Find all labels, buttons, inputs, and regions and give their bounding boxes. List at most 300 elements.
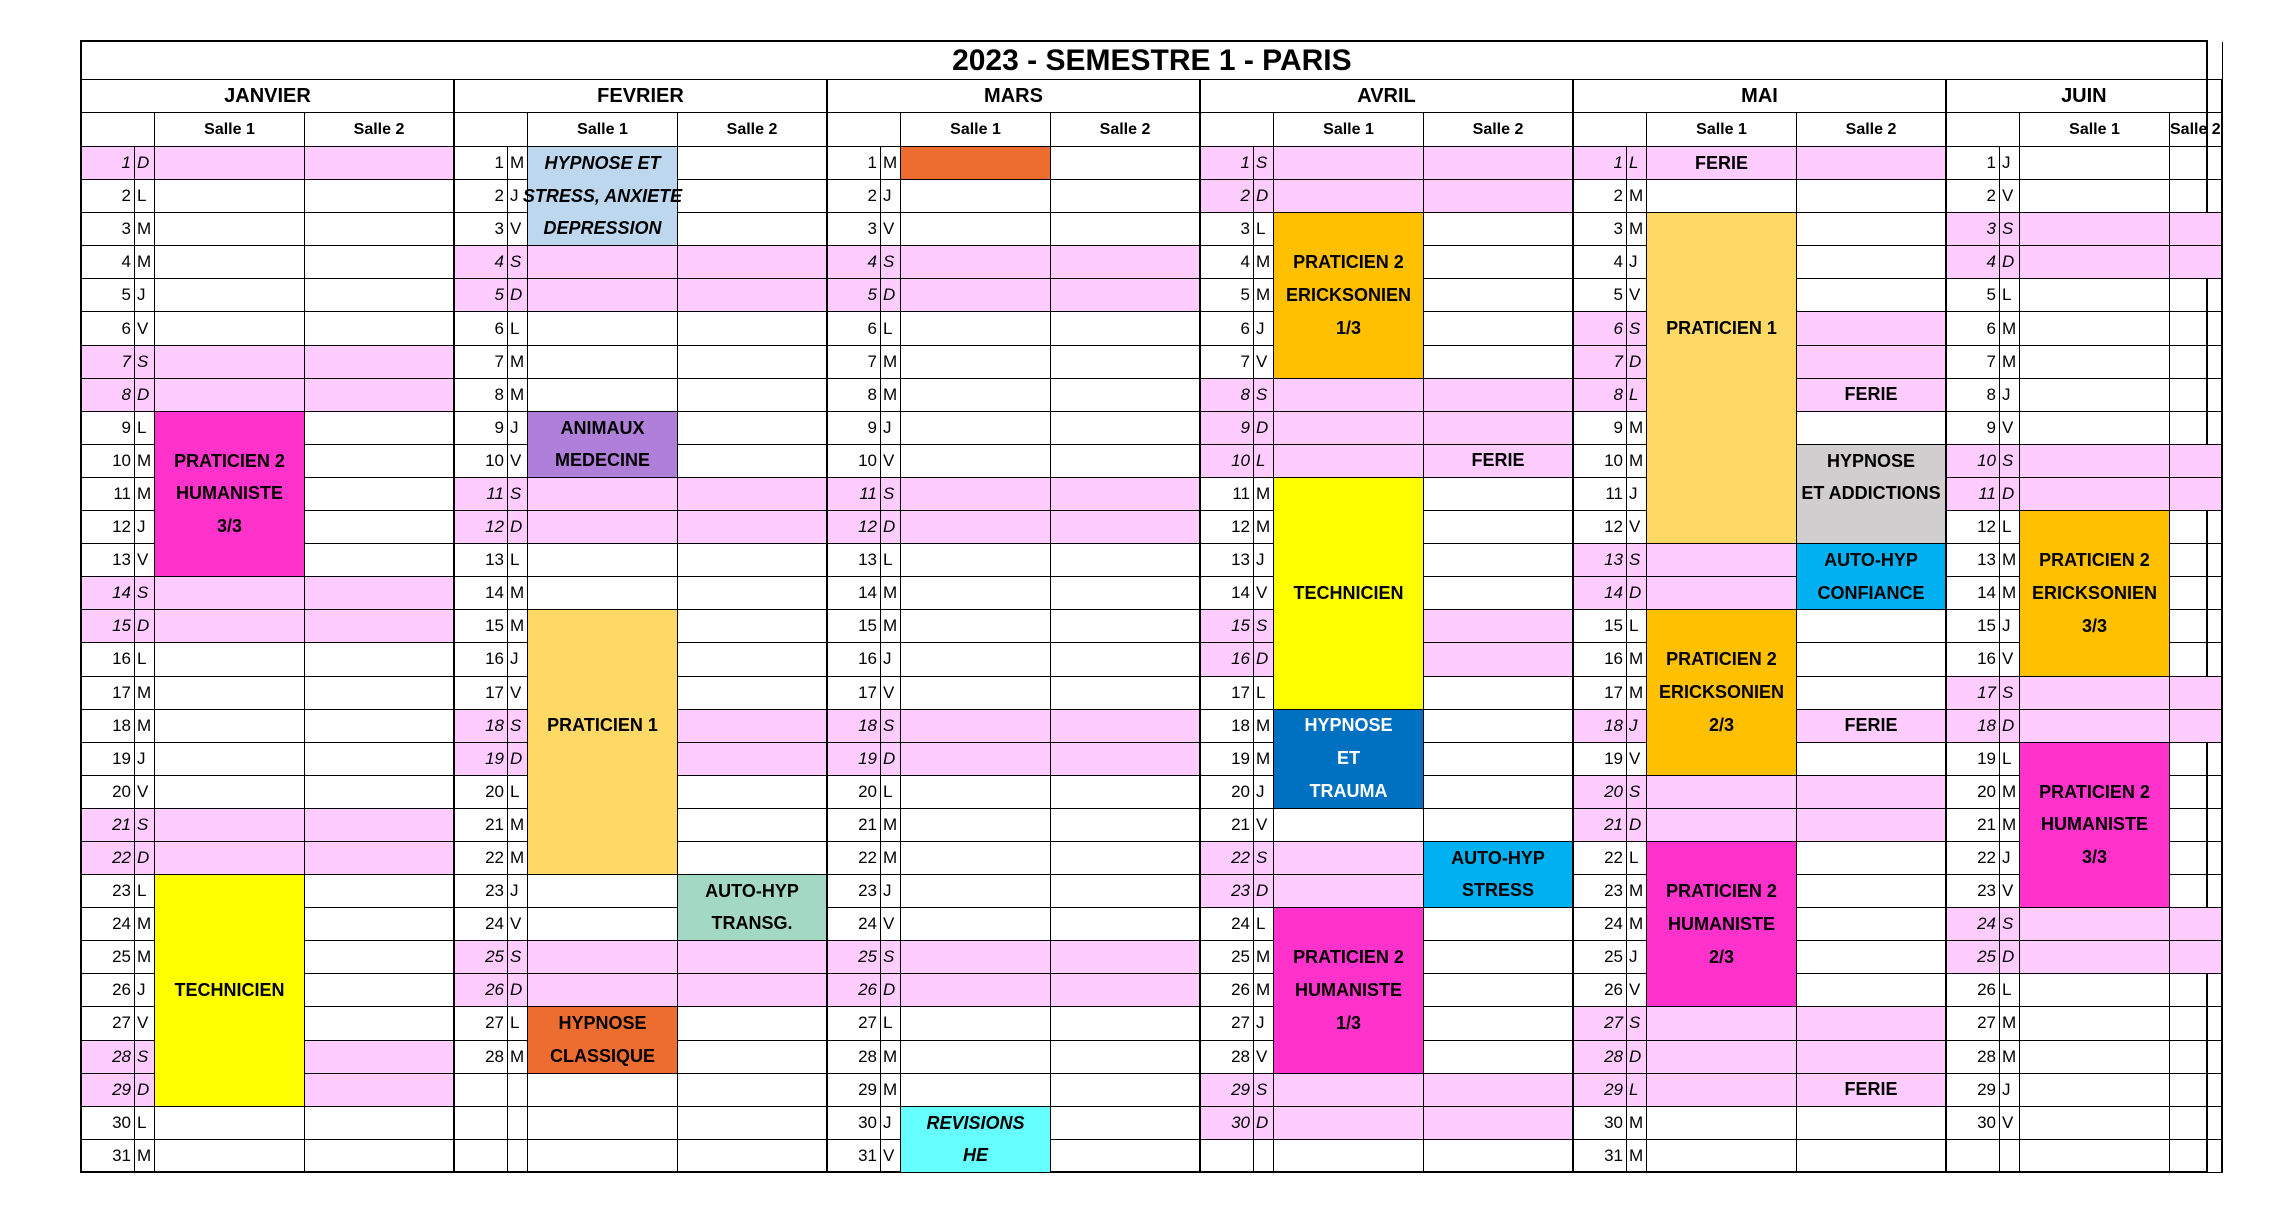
- salle-2-cell[interactable]: [1051, 445, 1201, 478]
- salle-2-cell[interactable]: [1797, 279, 1947, 312]
- event-block[interactable]: [155, 875, 305, 1107]
- salle-1-cell[interactable]: [528, 478, 678, 511]
- salle-2-cell[interactable]: [1051, 908, 1201, 941]
- salle-2-cell[interactable]: [2170, 478, 2223, 511]
- salle-1-cell[interactable]: [2020, 1140, 2170, 1173]
- salle-2-cell[interactable]: [305, 974, 455, 1007]
- salle-1-cell[interactable]: [1647, 776, 1797, 809]
- salle-1-cell[interactable]: [1647, 544, 1797, 577]
- salle-2-cell[interactable]: [305, 246, 455, 279]
- salle-2-cell[interactable]: [1797, 1140, 1947, 1173]
- salle-2-cell[interactable]: [2170, 379, 2223, 412]
- salle-2-cell[interactable]: [305, 743, 455, 776]
- salle-2-cell[interactable]: [1051, 1107, 1201, 1140]
- salle-2-cell[interactable]: [678, 279, 828, 312]
- salle-2-cell[interactable]: [1051, 875, 1201, 908]
- salle-2-cell[interactable]: [1797, 677, 1947, 710]
- salle-1-cell[interactable]: [528, 246, 678, 279]
- salle-2-cell[interactable]: [305, 941, 455, 974]
- salle-1-cell[interactable]: [2020, 1074, 2170, 1107]
- salle-2-cell[interactable]: [1424, 1140, 1574, 1173]
- salle-2-cell[interactable]: [1051, 412, 1201, 445]
- salle-2-cell[interactable]: [1797, 809, 1947, 842]
- salle-1-cell[interactable]: [901, 577, 1051, 610]
- salle-2-cell[interactable]: [305, 511, 455, 544]
- salle-2-cell[interactable]: [1424, 710, 1574, 743]
- salle-1-cell[interactable]: [155, 577, 305, 610]
- salle-1-cell[interactable]: [2020, 941, 2170, 974]
- salle-1-cell[interactable]: [901, 1007, 1051, 1040]
- salle-1-cell[interactable]: [528, 346, 678, 379]
- salle-2-cell[interactable]: [305, 147, 455, 180]
- salle-1-cell[interactable]: [2020, 180, 2170, 213]
- salle-1-cell[interactable]: [1274, 147, 1424, 180]
- salle-1-cell[interactable]: [901, 643, 1051, 676]
- salle-1-cell[interactable]: [1274, 1140, 1424, 1173]
- salle-2-cell[interactable]: [2170, 743, 2223, 776]
- salle-2-cell[interactable]: [678, 941, 828, 974]
- salle-2-cell[interactable]: [1424, 246, 1574, 279]
- salle-2-cell[interactable]: [678, 1140, 828, 1173]
- salle-2-cell[interactable]: [678, 346, 828, 379]
- salle-1-cell[interactable]: [1274, 1074, 1424, 1107]
- salle-1-cell[interactable]: [155, 1107, 305, 1140]
- salle-2-cell[interactable]: [1051, 1007, 1201, 1040]
- salle-1-cell[interactable]: [528, 312, 678, 345]
- salle-2-cell[interactable]: [678, 1107, 828, 1140]
- salle-2-cell[interactable]: [1424, 511, 1574, 544]
- salle-2-cell[interactable]: [2170, 1140, 2223, 1173]
- salle-2-cell[interactable]: [1424, 1041, 1574, 1074]
- salle-2-cell[interactable]: [1424, 1007, 1574, 1040]
- salle-2-cell[interactable]: [2170, 312, 2223, 345]
- salle-2-cell[interactable]: [1051, 279, 1201, 312]
- salle-2-cell[interactable]: [1424, 643, 1574, 676]
- salle-2-cell[interactable]: [1797, 147, 1947, 180]
- salle-1-cell[interactable]: [1647, 180, 1797, 213]
- salle-2-cell[interactable]: [2170, 776, 2223, 809]
- salle-1-cell[interactable]: [901, 1074, 1051, 1107]
- event-block[interactable]: [522, 147, 683, 246]
- salle-2-cell[interactable]: [305, 445, 455, 478]
- salle-2-cell[interactable]: [678, 511, 828, 544]
- salle-2-cell[interactable]: [1051, 312, 1201, 345]
- salle-1-cell[interactable]: [1647, 1140, 1797, 1173]
- salle-1-cell[interactable]: [901, 776, 1051, 809]
- event-block[interactable]: [1274, 710, 1424, 809]
- salle-1-cell[interactable]: [1274, 379, 1424, 412]
- event-block[interactable]: [1647, 842, 1797, 1007]
- salle-2-cell[interactable]: [1424, 213, 1574, 246]
- salle-2-cell[interactable]: [305, 1107, 455, 1140]
- salle-1-cell[interactable]: [155, 246, 305, 279]
- salle-1-cell[interactable]: [901, 180, 1051, 213]
- salle-2-cell[interactable]: [2170, 544, 2223, 577]
- salle-1-cell[interactable]: [155, 379, 305, 412]
- salle-1-cell[interactable]: [2020, 346, 2170, 379]
- salle-2-cell[interactable]: [1797, 1107, 1947, 1140]
- salle-2-cell[interactable]: [1424, 346, 1574, 379]
- salle-2-cell[interactable]: [2170, 147, 2223, 180]
- salle-1-cell[interactable]: [901, 478, 1051, 511]
- salle-2-cell[interactable]: [678, 743, 828, 776]
- salle-1-cell[interactable]: [155, 346, 305, 379]
- salle-1-cell[interactable]: [155, 809, 305, 842]
- salle-2-cell[interactable]: [1051, 346, 1201, 379]
- salle-1-cell[interactable]: [1647, 1041, 1797, 1074]
- salle-2-cell[interactable]: [1424, 908, 1574, 941]
- salle-1-cell[interactable]: [901, 445, 1051, 478]
- event-block[interactable]: [1274, 908, 1424, 1073]
- salle-1-cell[interactable]: [901, 743, 1051, 776]
- salle-1-cell[interactable]: [1647, 1107, 1797, 1140]
- salle-1-cell[interactable]: [901, 511, 1051, 544]
- salle-2-cell[interactable]: [2170, 1041, 2223, 1074]
- salle-2-cell[interactable]: [2170, 677, 2223, 710]
- salle-1-cell[interactable]: [901, 875, 1051, 908]
- salle-2-cell[interactable]: [2170, 809, 2223, 842]
- salle-1-cell[interactable]: [155, 147, 305, 180]
- salle-2-cell[interactable]: [305, 842, 455, 875]
- salle-2-cell[interactable]: [305, 809, 455, 842]
- salle-2-cell[interactable]: [2170, 1007, 2223, 1040]
- salle-1-cell[interactable]: [528, 279, 678, 312]
- salle-1-cell[interactable]: [2020, 312, 2170, 345]
- salle-2-cell[interactable]: [1424, 1107, 1574, 1140]
- event-block[interactable]: [901, 147, 1051, 180]
- salle-2-cell[interactable]: [678, 213, 828, 246]
- salle-1-cell[interactable]: [2020, 412, 2170, 445]
- salle-2-cell[interactable]: [678, 379, 828, 412]
- salle-2-cell[interactable]: [1424, 974, 1574, 1007]
- salle-1-cell[interactable]: [155, 180, 305, 213]
- salle-2-cell[interactable]: [2170, 643, 2223, 676]
- salle-1-cell[interactable]: [155, 610, 305, 643]
- event-block[interactable]: [1424, 445, 1574, 478]
- salle-2-cell[interactable]: [2170, 445, 2223, 478]
- salle-1-cell[interactable]: [1274, 809, 1424, 842]
- salle-1-cell[interactable]: [901, 379, 1051, 412]
- salle-2-cell[interactable]: [305, 478, 455, 511]
- salle-2-cell[interactable]: [2170, 577, 2223, 610]
- salle-1-cell[interactable]: [1274, 445, 1424, 478]
- salle-2-cell[interactable]: [678, 246, 828, 279]
- salle-1-cell[interactable]: [528, 1107, 678, 1140]
- event-block[interactable]: [901, 1107, 1051, 1173]
- salle-2-cell[interactable]: [678, 544, 828, 577]
- salle-2-cell[interactable]: [678, 478, 828, 511]
- salle-1-cell[interactable]: [528, 511, 678, 544]
- event-block[interactable]: [1424, 842, 1574, 908]
- salle-1-cell[interactable]: [2020, 246, 2170, 279]
- event-block[interactable]: [1274, 213, 1424, 378]
- salle-2-cell[interactable]: [2170, 511, 2223, 544]
- salle-1-cell[interactable]: [528, 974, 678, 1007]
- salle-2-cell[interactable]: [678, 1074, 828, 1107]
- salle-2-cell[interactable]: [678, 1041, 828, 1074]
- salle-2-cell[interactable]: [2170, 710, 2223, 743]
- salle-2-cell[interactable]: [1424, 1074, 1574, 1107]
- salle-2-cell[interactable]: [1051, 842, 1201, 875]
- event-block[interactable]: [1647, 213, 1797, 544]
- salle-2-cell[interactable]: [2170, 1107, 2223, 1140]
- salle-1-cell[interactable]: [901, 941, 1051, 974]
- salle-1-cell[interactable]: [2020, 213, 2170, 246]
- salle-2-cell[interactable]: [678, 577, 828, 610]
- salle-2-cell[interactable]: [678, 842, 828, 875]
- salle-2-cell[interactable]: [2170, 974, 2223, 1007]
- salle-2-cell[interactable]: [678, 776, 828, 809]
- salle-2-cell[interactable]: [1051, 147, 1201, 180]
- salle-2-cell[interactable]: [2170, 1074, 2223, 1107]
- salle-2-cell[interactable]: [1424, 743, 1574, 776]
- salle-2-cell[interactable]: [1797, 213, 1947, 246]
- salle-1-cell[interactable]: [155, 643, 305, 676]
- salle-2-cell[interactable]: [1051, 544, 1201, 577]
- salle-2-cell[interactable]: [1797, 875, 1947, 908]
- salle-2-cell[interactable]: [1051, 246, 1201, 279]
- salle-1-cell[interactable]: [901, 213, 1051, 246]
- salle-1-cell[interactable]: [155, 213, 305, 246]
- salle-2-cell[interactable]: [1797, 974, 1947, 1007]
- event-block[interactable]: [528, 1007, 678, 1073]
- salle-2-cell[interactable]: [1051, 180, 1201, 213]
- salle-2-cell[interactable]: [1051, 1041, 1201, 1074]
- salle-1-cell[interactable]: [155, 279, 305, 312]
- salle-1-cell[interactable]: [1647, 1007, 1797, 1040]
- salle-1-cell[interactable]: [901, 809, 1051, 842]
- salle-2-cell[interactable]: [678, 1007, 828, 1040]
- salle-2-cell[interactable]: [1424, 776, 1574, 809]
- event-block[interactable]: [1797, 379, 1947, 412]
- event-block[interactable]: [1797, 1074, 1947, 1107]
- salle-2-cell[interactable]: [305, 643, 455, 676]
- salle-1-cell[interactable]: [2020, 677, 2170, 710]
- salle-2-cell[interactable]: [1797, 1041, 1947, 1074]
- salle-1-cell[interactable]: [528, 544, 678, 577]
- salle-2-cell[interactable]: [678, 412, 828, 445]
- event-block[interactable]: [678, 875, 828, 941]
- salle-2-cell[interactable]: [1051, 809, 1201, 842]
- salle-2-cell[interactable]: [1424, 478, 1574, 511]
- salle-2-cell[interactable]: [2170, 908, 2223, 941]
- salle-1-cell[interactable]: [901, 246, 1051, 279]
- salle-1-cell[interactable]: [2020, 974, 2170, 1007]
- salle-1-cell[interactable]: [901, 346, 1051, 379]
- event-block[interactable]: [528, 610, 678, 875]
- salle-1-cell[interactable]: [528, 577, 678, 610]
- salle-2-cell[interactable]: [305, 710, 455, 743]
- salle-1-cell[interactable]: [901, 677, 1051, 710]
- salle-2-cell[interactable]: [1051, 677, 1201, 710]
- salle-2-cell[interactable]: [1424, 941, 1574, 974]
- salle-1-cell[interactable]: [2020, 478, 2170, 511]
- salle-2-cell[interactable]: [1797, 346, 1947, 379]
- salle-2-cell[interactable]: [1424, 180, 1574, 213]
- salle-2-cell[interactable]: [2170, 412, 2223, 445]
- salle-2-cell[interactable]: [1424, 312, 1574, 345]
- salle-1-cell[interactable]: [2020, 1041, 2170, 1074]
- salle-1-cell[interactable]: [155, 743, 305, 776]
- event-block[interactable]: [1647, 610, 1797, 775]
- salle-1-cell[interactable]: [2020, 147, 2170, 180]
- salle-1-cell[interactable]: [1274, 875, 1424, 908]
- salle-2-cell[interactable]: [1797, 180, 1947, 213]
- event-block[interactable]: [1797, 544, 1947, 610]
- salle-1-cell[interactable]: [528, 875, 678, 908]
- salle-2-cell[interactable]: [1797, 312, 1947, 345]
- salle-1-cell[interactable]: [155, 710, 305, 743]
- salle-2-cell[interactable]: [1051, 710, 1201, 743]
- salle-1-cell[interactable]: [2020, 445, 2170, 478]
- salle-2-cell[interactable]: [1051, 379, 1201, 412]
- salle-2-cell[interactable]: [678, 147, 828, 180]
- salle-2-cell[interactable]: [305, 1041, 455, 1074]
- salle-1-cell[interactable]: [1647, 1074, 1797, 1107]
- salle-2-cell[interactable]: [2170, 213, 2223, 246]
- salle-1-cell[interactable]: [1274, 180, 1424, 213]
- salle-2-cell[interactable]: [305, 1140, 455, 1173]
- salle-2-cell[interactable]: [305, 1007, 455, 1040]
- salle-2-cell[interactable]: [305, 908, 455, 941]
- salle-2-cell[interactable]: [305, 279, 455, 312]
- salle-2-cell[interactable]: [678, 710, 828, 743]
- salle-2-cell[interactable]: [2170, 180, 2223, 213]
- salle-2-cell[interactable]: [1424, 379, 1574, 412]
- salle-2-cell[interactable]: [305, 1074, 455, 1107]
- salle-2-cell[interactable]: [305, 875, 455, 908]
- salle-1-cell[interactable]: [901, 412, 1051, 445]
- salle-2-cell[interactable]: [305, 776, 455, 809]
- salle-2-cell[interactable]: [1051, 974, 1201, 1007]
- salle-1-cell[interactable]: [901, 279, 1051, 312]
- salle-2-cell[interactable]: [305, 312, 455, 345]
- salle-2-cell[interactable]: [305, 346, 455, 379]
- salle-2-cell[interactable]: [1797, 1007, 1947, 1040]
- salle-1-cell[interactable]: [528, 1074, 678, 1107]
- salle-1-cell[interactable]: [901, 610, 1051, 643]
- salle-2-cell[interactable]: [678, 974, 828, 1007]
- salle-2-cell[interactable]: [305, 544, 455, 577]
- salle-1-cell[interactable]: [901, 842, 1051, 875]
- salle-1-cell[interactable]: [528, 908, 678, 941]
- salle-2-cell[interactable]: [2170, 246, 2223, 279]
- salle-2-cell[interactable]: [2170, 610, 2223, 643]
- salle-2-cell[interactable]: [1797, 412, 1947, 445]
- salle-1-cell[interactable]: [155, 312, 305, 345]
- event-block[interactable]: [2020, 511, 2170, 676]
- salle-2-cell[interactable]: [1051, 213, 1201, 246]
- salle-2-cell[interactable]: [2170, 279, 2223, 312]
- salle-2-cell[interactable]: [305, 213, 455, 246]
- salle-1-cell[interactable]: [2020, 279, 2170, 312]
- salle-2-cell[interactable]: [1797, 941, 1947, 974]
- salle-2-cell[interactable]: [2170, 941, 2223, 974]
- salle-2-cell[interactable]: [1424, 809, 1574, 842]
- salle-1-cell[interactable]: [2020, 1107, 2170, 1140]
- salle-2-cell[interactable]: [1051, 643, 1201, 676]
- salle-2-cell[interactable]: [678, 445, 828, 478]
- salle-2-cell[interactable]: [678, 180, 828, 213]
- salle-2-cell[interactable]: [1424, 544, 1574, 577]
- salle-1-cell[interactable]: [901, 908, 1051, 941]
- event-block[interactable]: [155, 412, 305, 577]
- salle-2-cell[interactable]: [1424, 677, 1574, 710]
- salle-2-cell[interactable]: [1051, 743, 1201, 776]
- salle-2-cell[interactable]: [305, 577, 455, 610]
- salle-2-cell[interactable]: [1797, 246, 1947, 279]
- salle-2-cell[interactable]: [1424, 279, 1574, 312]
- salle-2-cell[interactable]: [678, 677, 828, 710]
- salle-2-cell[interactable]: [1424, 610, 1574, 643]
- salle-1-cell[interactable]: [901, 974, 1051, 1007]
- salle-2-cell[interactable]: [1797, 643, 1947, 676]
- salle-2-cell[interactable]: [2170, 842, 2223, 875]
- salle-2-cell[interactable]: [1424, 577, 1574, 610]
- salle-1-cell[interactable]: [901, 1041, 1051, 1074]
- event-block[interactable]: [2020, 743, 2170, 908]
- salle-2-cell[interactable]: [678, 312, 828, 345]
- salle-1-cell[interactable]: [528, 1140, 678, 1173]
- salle-1-cell[interactable]: [901, 544, 1051, 577]
- salle-1-cell[interactable]: [2020, 379, 2170, 412]
- salle-2-cell[interactable]: [1797, 610, 1947, 643]
- salle-1-cell[interactable]: [2020, 710, 2170, 743]
- salle-1-cell[interactable]: [901, 312, 1051, 345]
- salle-2-cell[interactable]: [1797, 908, 1947, 941]
- salle-2-cell[interactable]: [2170, 346, 2223, 379]
- salle-2-cell[interactable]: [1051, 1140, 1201, 1173]
- salle-2-cell[interactable]: [1051, 511, 1201, 544]
- salle-2-cell[interactable]: [1797, 743, 1947, 776]
- event-block[interactable]: [1274, 478, 1424, 710]
- salle-2-cell[interactable]: [1797, 776, 1947, 809]
- salle-2-cell[interactable]: [1424, 412, 1574, 445]
- salle-1-cell[interactable]: [1647, 577, 1797, 610]
- salle-2-cell[interactable]: [305, 610, 455, 643]
- salle-2-cell[interactable]: [1424, 147, 1574, 180]
- salle-1-cell[interactable]: [901, 710, 1051, 743]
- salle-2-cell[interactable]: [678, 643, 828, 676]
- event-block[interactable]: [1797, 710, 1947, 743]
- salle-1-cell[interactable]: [1274, 1107, 1424, 1140]
- salle-2-cell[interactable]: [1797, 842, 1947, 875]
- event-block[interactable]: [1647, 147, 1797, 180]
- salle-2-cell[interactable]: [1051, 1074, 1201, 1107]
- event-block[interactable]: [1797, 445, 1947, 544]
- salle-1-cell[interactable]: [2020, 908, 2170, 941]
- salle-2-cell[interactable]: [678, 809, 828, 842]
- salle-2-cell[interactable]: [305, 180, 455, 213]
- salle-1-cell[interactable]: [1647, 809, 1797, 842]
- salle-2-cell[interactable]: [2170, 875, 2223, 908]
- salle-1-cell[interactable]: [2020, 1007, 2170, 1040]
- salle-1-cell[interactable]: [528, 379, 678, 412]
- salle-2-cell[interactable]: [1051, 478, 1201, 511]
- salle-2-cell[interactable]: [305, 379, 455, 412]
- salle-2-cell[interactable]: [305, 677, 455, 710]
- salle-2-cell[interactable]: [305, 412, 455, 445]
- salle-2-cell[interactable]: [1051, 941, 1201, 974]
- salle-2-cell[interactable]: [678, 610, 828, 643]
- salle-1-cell[interactable]: [528, 941, 678, 974]
- salle-2-cell[interactable]: [1051, 610, 1201, 643]
- salle-1-cell[interactable]: [155, 776, 305, 809]
- salle-1-cell[interactable]: [155, 842, 305, 875]
- salle-1-cell[interactable]: [155, 677, 305, 710]
- salle-2-cell[interactable]: [1051, 577, 1201, 610]
- salle-1-cell[interactable]: [1274, 412, 1424, 445]
